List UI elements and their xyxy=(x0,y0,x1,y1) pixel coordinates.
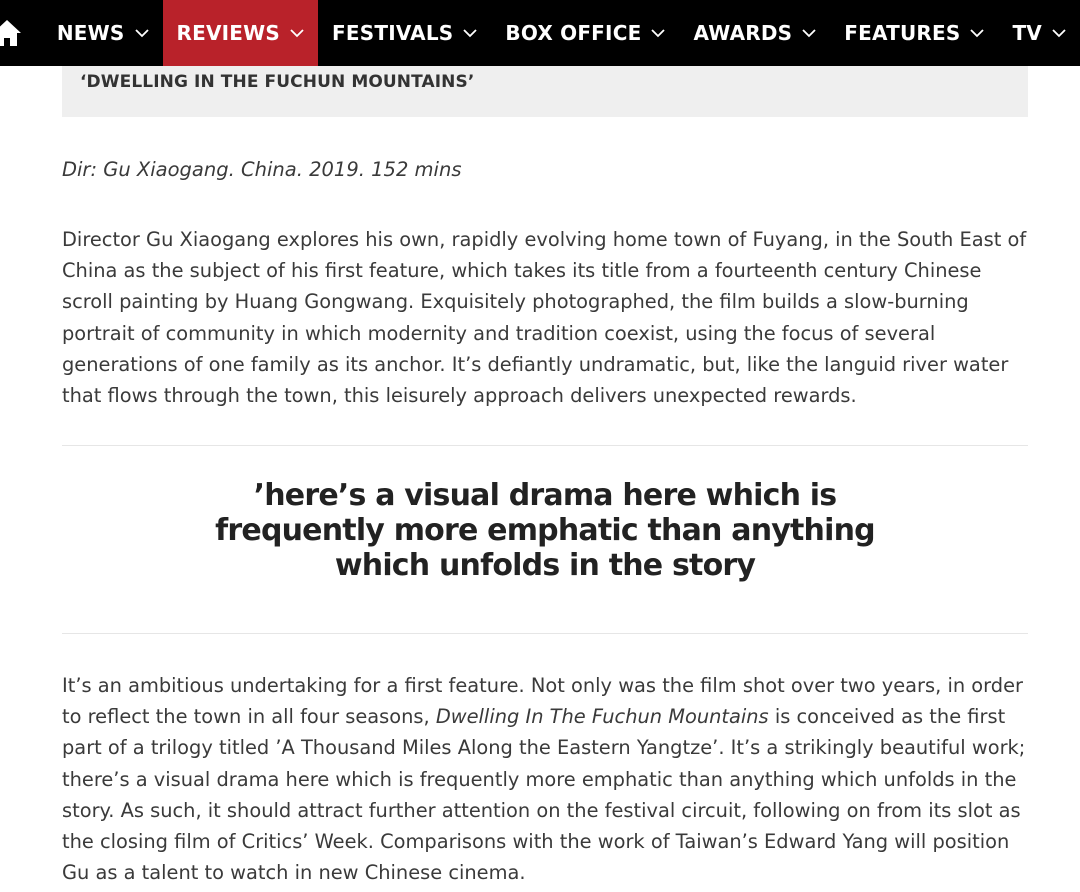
nav-item-features[interactable] xyxy=(830,0,998,66)
chevron-down-icon xyxy=(1052,29,1066,38)
nav-item-label: TV xyxy=(1012,21,1042,45)
paragraph-text: It’s an ambitious undertaking for a first feature. Not only was the film shot over two years, in order to reflect the town in all four seasons, xyxy=(62,674,1023,729)
chevron-down-icon xyxy=(135,29,149,38)
pull-quote: ’here’s a visual drama here which is frequently more emphatic than anything which unfolds in the story xyxy=(215,478,875,583)
divider xyxy=(62,445,1028,446)
nav-item-label: REVIEWS xyxy=(176,21,281,45)
chevron-down-icon xyxy=(802,29,816,38)
nav-item-tv[interactable] xyxy=(998,0,1080,66)
nav-item-label: AWARDS xyxy=(693,21,793,45)
top-navigation xyxy=(0,0,1080,66)
article-paragraph-1: Director Gu Xiaogang explores his own, rapidly evolving home town of Fuyang, in the South East of China as the subject of his first feature, which takes its title from a fourteenth century Chinese scroll painting by Huang Gongwang. Exquisitely photographed, the film builds a slow-burning portrait of community in which modernity and tradition coexist, using the focus of several generations of one family as its anchor. It’s defiantly undramatic, but, like the languid river water that flows through the town, this leisurely approach delivers unexpected rewards. xyxy=(62,228,1027,408)
nav-item-awards[interactable] xyxy=(679,0,830,66)
film-title-italic: Dwelling In The Fuchun Mountains xyxy=(435,705,769,729)
paragraph-text: is conceived as the first part of a trilogy titled ’A Thousand Miles Along the Eastern Yangtze’. It’s a strikingly beautiful work; there’s a visual drama here which is frequently more emphatic than anything which unfolds in the story. As such, it should attract further attention on the festival circuit, following on from its slot as the closing film of Critics’ Week. Comparisons with the work of Taiwan’s Edward Yang will position Gu as a talent to watch in new Chinese cinema. xyxy=(62,705,1026,885)
nav-item-festivals[interactable] xyxy=(318,0,491,66)
divider xyxy=(62,633,1028,634)
nav-item-box-office[interactable] xyxy=(491,0,679,66)
nav-item-news[interactable] xyxy=(43,0,163,66)
film-credits: Dir: Gu Xiaogang. China. 2019. 152 mins xyxy=(62,158,462,181)
chevron-down-icon xyxy=(463,29,477,38)
chevron-down-icon xyxy=(290,29,304,38)
home-icon xyxy=(0,19,22,47)
nav-item-reviews[interactable] xyxy=(163,0,319,66)
chevron-down-icon xyxy=(970,29,984,38)
article-paragraph-2 xyxy=(62,670,1028,888)
nav-item-label: BOX OFFICE xyxy=(505,21,642,45)
home-button[interactable] xyxy=(0,0,43,66)
nav-item-label: FESTIVALS xyxy=(332,21,454,45)
nav-item-label: FEATURES xyxy=(844,21,961,45)
chevron-down-icon xyxy=(651,29,665,38)
nav-item-label: NEWS xyxy=(56,21,125,45)
article-title: ‘DWELLING IN THE FUCHUN MOUNTAINS’ xyxy=(62,66,1028,117)
